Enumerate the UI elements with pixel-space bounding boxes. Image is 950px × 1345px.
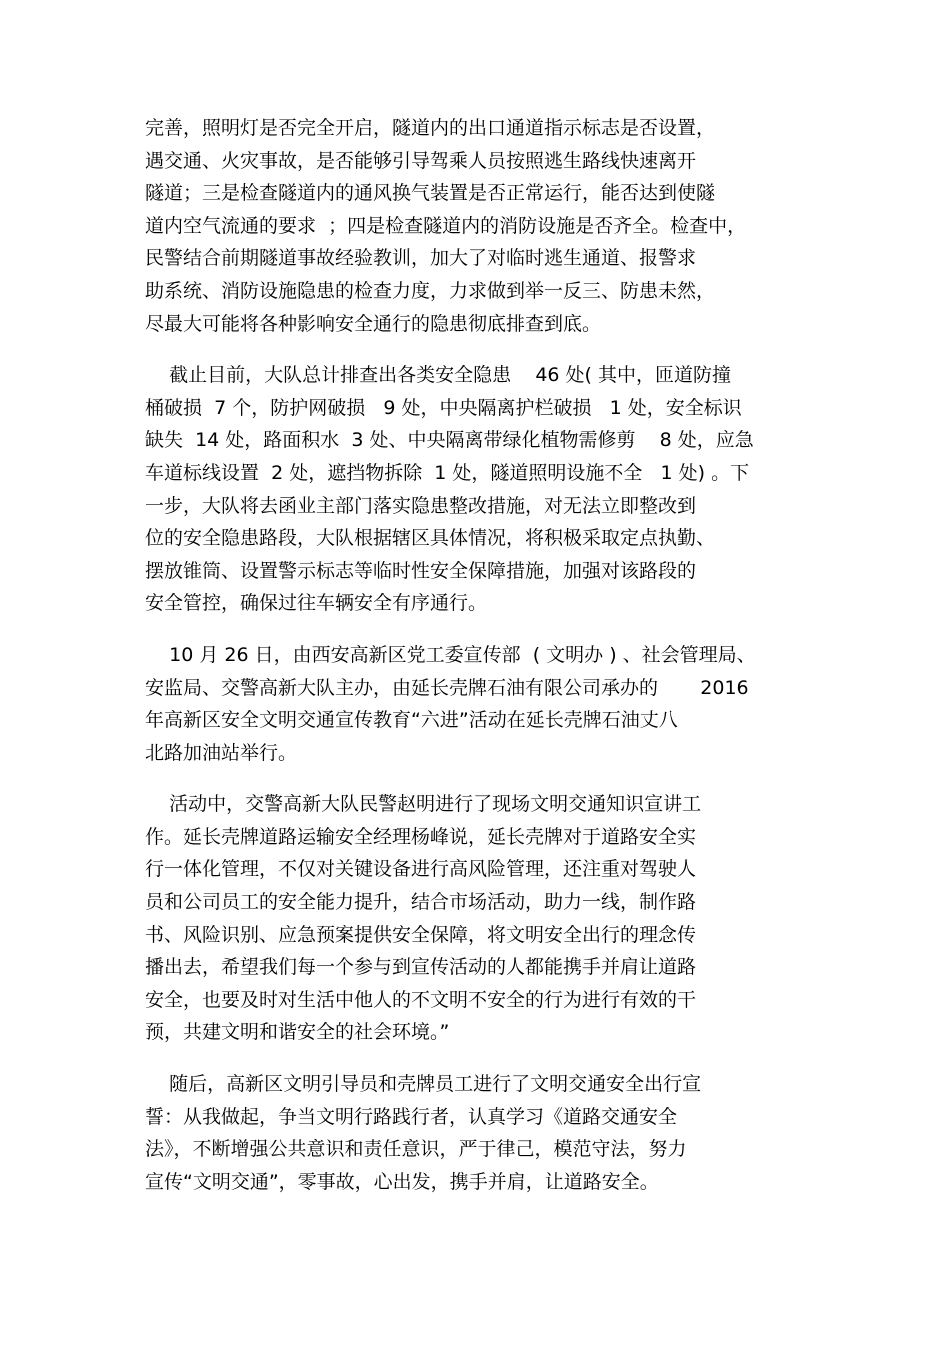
text-line: 摆放锥筒、设置警示标志等临时性安全保障措施，加强对该路段的 — [145, 559, 697, 582]
text-line: 行一体化管理，不仅对关键设备进行高风险管理，还注重对驾驶人 — [145, 858, 697, 881]
text-line: 年高新区安全文明交通宣传教育“六进”活动在延长壳牌石油丈八 — [145, 709, 678, 732]
text-line: 一步，大队将去函业主部门落实隐患整改措施，对无法立即整改到 — [145, 494, 697, 517]
text-line: 缺失 14 处，路面积水 3 处、中央隔离带绿化植物需修剪 8 处，应急 — [145, 429, 754, 452]
text-line: 桶破损 7 个，防护网破损 9 处，中央隔离护栏破损 1 处，安全标识 — [145, 396, 742, 419]
text-line: 助系统、消防设施隐患的检查力度，力求做到举一反三、防患未然， — [145, 279, 716, 302]
paragraph-tunnel-inspection — [145, 112, 825, 340]
text-line: 安全，也要及时对生活中他人的不文明不安全的行为进行有效的干 — [145, 988, 697, 1011]
text-line: 播出去，希望我们每一个参与到宣传活动的人都能携手并肩让道路 — [145, 956, 697, 979]
text-line: 安监局、交警高新大队主办，由延长壳牌石油有限公司承办的 2016 — [145, 676, 749, 699]
text-line: 宣传“文明交通”，零事故，心出发，携手并肩，让道路安全。 — [145, 1170, 659, 1193]
text-line: 10 月 26 日，由西安高新区党工委宣传部 ( 文明办 ) 、社会管理局、 — [145, 643, 756, 666]
text-line: 截止目前，大队总计排查出各类安全隐患 46 处( 其中，匝道防撞 — [145, 364, 731, 387]
text-line: 书、风险识别、应急预案提供安全保障，将文明安全出行的理念传 — [145, 923, 697, 946]
text-line: 隧道；三是检查隧道内的通风换气装置是否正常运行，能否达到使隧 — [145, 182, 716, 205]
text-line: 北路加油站举行。 — [145, 741, 298, 764]
text-line: 誓：从我做起，争当文明行路践行者，认真学习《道路交通安全 — [145, 1105, 678, 1128]
paragraph-hazard-summary — [145, 359, 825, 620]
document-body — [145, 112, 825, 1217]
text-line: 预，共建文明和谐安全的社会环境。” — [145, 1021, 450, 1044]
paragraph-event-announcement — [145, 639, 825, 769]
text-line: 遇交通、火灾事故，是否能够引导驾乘人员按照逃生路线快速离开 — [145, 149, 697, 172]
text-line: 员和公司员工的安全能力提升，结合市场活动，助力一线，制作路 — [145, 891, 697, 914]
text-line: 车道标线设置 2 处，遮挡物拆除 1 处，隧道照明设施不全 1 处) 。下 — [145, 461, 750, 484]
text-line: 完善，照明灯是否完全开启，隧道内的出口通道指示标志是否设置， — [145, 117, 716, 139]
text-line: 作。延长壳牌道路运输安全经理杨峰说，延长壳牌对于道路安全实 — [145, 825, 697, 848]
paragraph-pledge — [145, 1068, 825, 1198]
text-line: 民警结合前期隧道事故经验教训，加大了对临时逃生通道、报警求 — [145, 247, 697, 270]
text-line: 随后，高新区文明引导员和壳牌员工进行了文明交通安全出行宣 — [145, 1073, 702, 1096]
text-line: 位的安全隐患路段，大队根据辖区具体情况，将积极采取定点执勤、 — [145, 527, 716, 550]
text-line: 活动中，交警高新大队民警赵明进行了现场文明交通知识宣讲工 — [145, 793, 702, 816]
text-line: 法》，不断增强公共意识和责任意识，严于律己，模范守法，努力 — [145, 1138, 687, 1161]
text-line: 道内空气流通的要求 ；四是检查隧道内的消防设施是否齐全。检查中， — [145, 214, 747, 237]
text-line: 安全管控，确保过往车辆安全有序通行。 — [145, 592, 488, 615]
text-line: 尽最大可能将各种影响安全通行的隐患彻底排查到底。 — [145, 312, 602, 335]
paragraph-activity-speech — [145, 788, 825, 1049]
